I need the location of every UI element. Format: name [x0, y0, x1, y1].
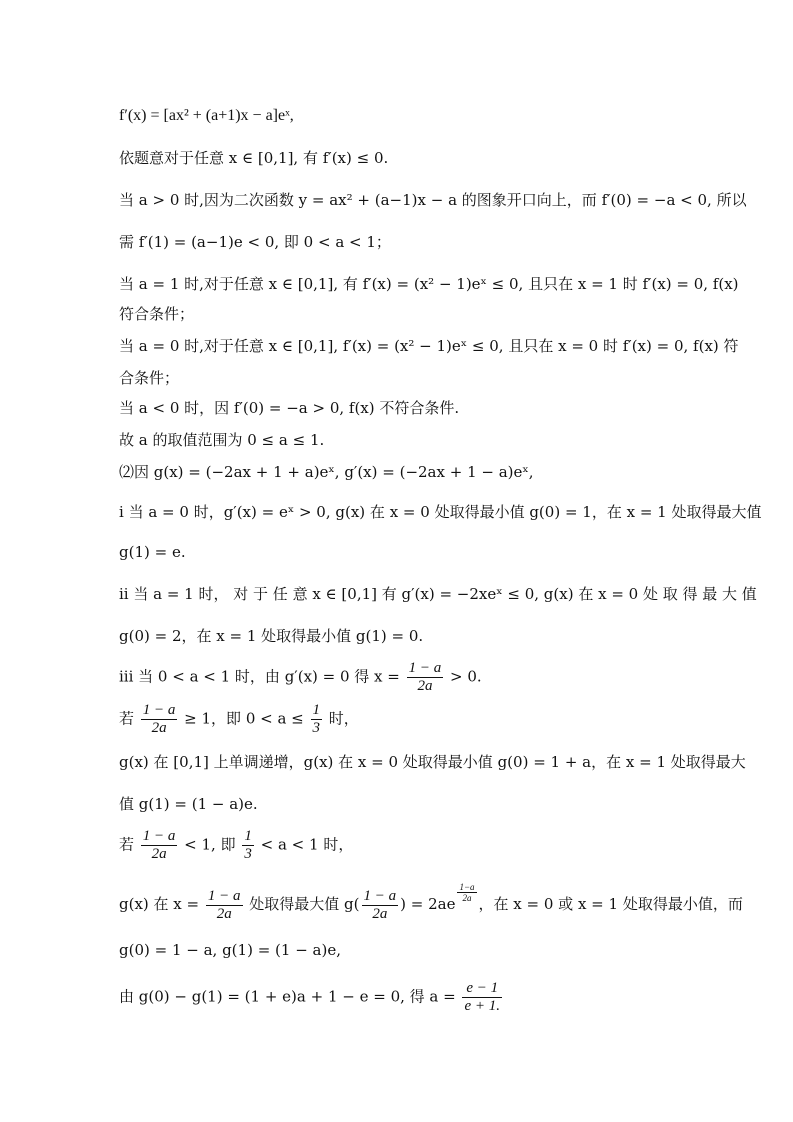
- fraction-denominator: 2a: [151, 720, 167, 736]
- final-equation-line: [119, 980, 504, 1015]
- range-conclusion-line: 故 a 的取值范围为 0 ≤ a ≤ 1.: [119, 431, 325, 449]
- fraction-1-a-over-2a: [206, 888, 243, 923]
- fraction-1-a-over-2a: [141, 702, 178, 737]
- subcase-a-result-line: g(x) 在 [0,1] 上单调递增，g(x) 在 x = 0 处取得最小值 g(0) = 1 + a，在 x = 1 处取得最大: [119, 753, 746, 771]
- subcase-a-result-cont-line: 值 g(1) = (1 − a)e.: [119, 795, 258, 813]
- fraction-numerator: 1 − a: [142, 702, 176, 718]
- subcase-a-prefix: 若: [119, 709, 139, 728]
- case-iii-text: iii 当 0 < a < 1 时，由 g′(x) = 0 得 x =: [119, 667, 405, 686]
- case-a-zero-cont-line: 合条件；: [119, 369, 180, 387]
- fraction-numerator: 1 − a: [408, 660, 442, 676]
- case-a-negative-line: 当 a < 0 时，因 f′(0) = −a > 0, f(x) 不符合条件.: [119, 399, 460, 417]
- subcase-b-mid: < 1, 即: [179, 835, 241, 854]
- max-mid: 处取得最大值 g(: [244, 895, 360, 913]
- fraction-numerator: 1: [244, 828, 252, 844]
- case-iii-tail: > 0.: [445, 667, 482, 686]
- case-ii-line: ii 当 a = 1 时， 对 于 任 意 x ∈ [0,1] 有 g′(x) = −2xeˣ ≤ 0, g(x) 在 x = 0 处 取 得 最 大 值: [119, 585, 757, 603]
- fraction-1-over-3: [242, 828, 254, 863]
- max-prefix: g(x) 在 x =: [119, 895, 204, 913]
- exponent-denominator: 2a: [462, 893, 472, 903]
- g-values-line: g(0) = 1 − a, g(1) = (1 − a)e,: [119, 941, 341, 959]
- case-a-positive-result-line: 需 f′(1) = (a−1)e < 0, 即 0 < a < 1；: [119, 233, 391, 251]
- case-a-one-line: 当 a = 1 时,对于任意 x ∈ [0,1], 有 f′(x) = (x² − 1)eˣ ≤ 0, 且只在 x = 1 时 f′(x) = 0, f(x): [119, 275, 739, 293]
- subcase-b-max-line: [119, 882, 743, 923]
- case-a-zero-line: 当 a = 0 时,对于任意 x ∈ [0,1], f′(x) = (x² − 1)eˣ ≤ 0, 且只在 x = 0 时 f′(x) = 0, f(x) 符: [119, 337, 739, 355]
- fraction-numerator: 1 − a: [207, 887, 241, 904]
- case-a-one-cont-line: 符合条件；: [119, 305, 195, 323]
- fraction-1-a-over-2a: [141, 828, 178, 863]
- fraction-1-a-over-2a: [407, 660, 444, 695]
- case-a-positive-line: 当 a > 0 时,因为二次函数 y = ax² + (a−1)x − a 的图象开口向上，而 f′(0) = −a < 0, 所以: [119, 191, 747, 209]
- subcase-a-line: [119, 702, 359, 737]
- fraction-denominator: 2a: [372, 905, 388, 922]
- subcase-b-prefix: 若: [119, 835, 139, 854]
- fraction-denominator: 2a: [417, 678, 433, 694]
- case-i-line: i 当 a = 0 时，g′(x) = eˣ > 0, g(x) 在 x = 0 处取得最小值 g(0) = 1，在 x = 1 处取得最大值: [119, 503, 762, 521]
- fraction-denominator: 2a: [151, 846, 167, 862]
- exponent-fraction: [457, 882, 476, 903]
- subcase-a-tail: 时，: [324, 709, 359, 728]
- derivative-f-line: f′(x) = [ax² + (a+1)x − a]eˣ,: [119, 107, 294, 124]
- fraction-numerator: 1 − a: [142, 828, 176, 844]
- condition-line: 依题意对于任意 x ∈ [0,1], 有 f′(x) ≤ 0.: [119, 149, 389, 167]
- part-two-intro-line: ⑵因 g(x) = (−2ax + 1 + a)eˣ, g′(x) = (−2ax + 1 − a)eˣ,: [119, 463, 534, 481]
- final-prefix: 由 g(0) − g(1) = (1 + e)a + 1 − e = 0, 得 a =: [119, 987, 461, 1006]
- fraction-denominator: 3: [312, 720, 321, 736]
- subcase-b-tail: < a < 1 时，: [255, 835, 354, 854]
- subcase-a-mid: ≥ 1，即 0 < a ≤: [179, 709, 309, 728]
- fraction-denominator: 2a: [216, 905, 232, 922]
- fraction-1-a-over-2a: [362, 888, 399, 923]
- max-tail: ，在 x = 0 或 x = 1 处取得最小值，而: [478, 895, 743, 913]
- exponent-numerator: 1−a: [459, 882, 475, 892]
- fraction-numerator: 1 − a: [363, 887, 397, 904]
- max-value: ) = 2ae: [400, 895, 456, 913]
- fraction-denominator: e + 1.: [464, 998, 501, 1014]
- case-i-cont-line: g(1) = e.: [119, 543, 186, 561]
- fraction-numerator: 1: [312, 702, 321, 718]
- fraction-e-1-over-e-1: [462, 980, 502, 1015]
- fraction-denominator: 3: [244, 846, 252, 862]
- fraction-numerator: e − 1: [462, 980, 502, 998]
- subcase-b-line: [119, 828, 353, 863]
- fraction-1-over-3: [311, 702, 323, 737]
- case-ii-cont-line: g(0) = 2，在 x = 1 处取得最小值 g(1) = 0.: [119, 627, 424, 645]
- case-iii-line: [119, 660, 482, 695]
